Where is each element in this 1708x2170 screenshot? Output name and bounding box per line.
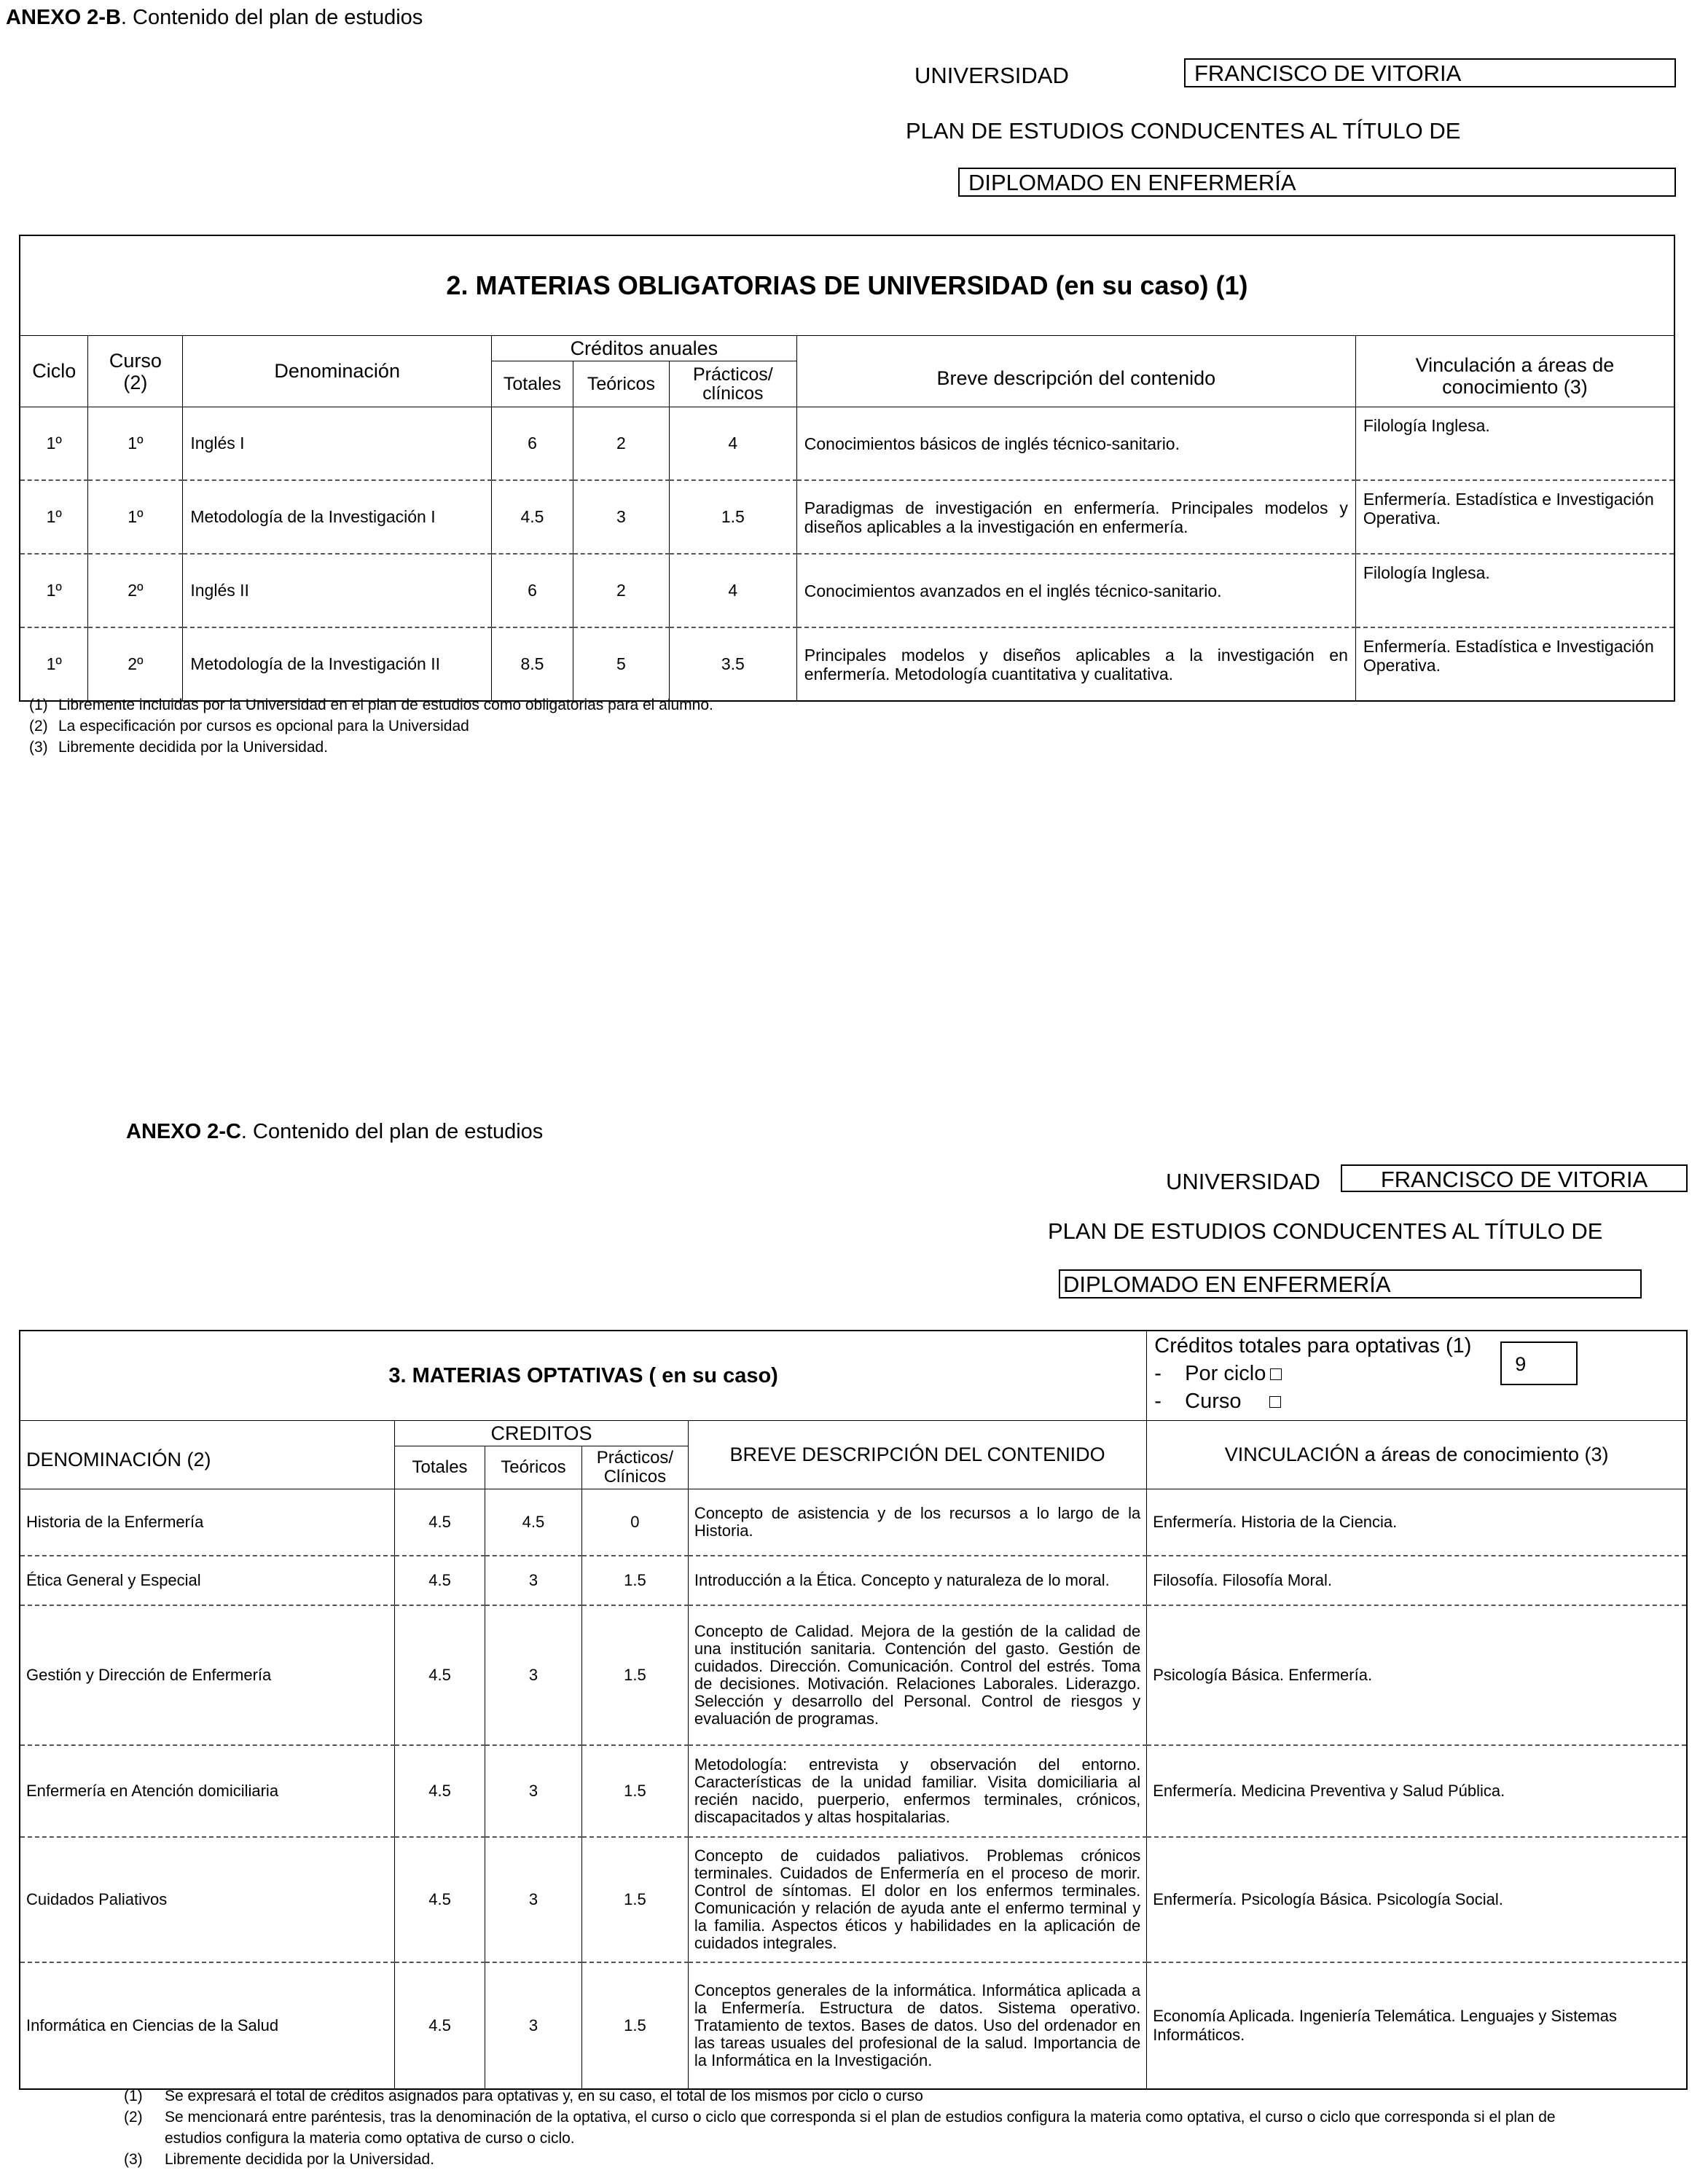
header-totales: Totales: [491, 361, 573, 407]
cell-denominacion: Enfermería en Atención domiciliaria: [20, 1745, 395, 1837]
cell-practicos: 3.5: [669, 627, 796, 701]
cell-denominacion: Metodología de la Investigación II: [183, 627, 492, 701]
annex-c-plan-label: PLAN DE ESTUDIOS CONDUCENTES AL TÍTULO DE: [1048, 1218, 1603, 1244]
cell-totales: 6: [491, 554, 573, 627]
header-practicos: Prácticos/ clínicos: [669, 361, 796, 407]
por-ciclo-line: - Por ciclo: [1154, 1360, 1685, 1387]
cell-vinculacion: Psicología Básica. Enfermería.: [1147, 1605, 1687, 1745]
table-row: [20, 627, 1674, 701]
cell-totales: 4.5: [395, 1745, 485, 1837]
cell-vinculacion: Enfermería. Estadística e Investigación Operativa.: [1355, 627, 1674, 701]
annex-b-universidad-value: FRANCISCO DE VITORIA: [1184, 58, 1676, 87]
annex-b-titulo-value: DIPLOMADO EN ENFERMERÍA: [958, 168, 1676, 197]
cell-teoricos: 3: [485, 1605, 582, 1745]
cell-ciclo: 1º: [20, 627, 88, 701]
cell-descripcion: Conocimientos básicos de inglés técnico-sanitario.: [796, 407, 1355, 481]
cell-denominacion: Ética General y Especial: [20, 1556, 395, 1605]
annex-c-universidad-label: UNIVERSIDAD: [1166, 1169, 1320, 1194]
annex-b-note: (2) La especificación por cursos es opcional para la Universidad: [29, 718, 469, 735]
header-ciclo: Ciclo: [20, 336, 88, 407]
table-row: [20, 1745, 1687, 1837]
cell-denominacion: Cuidados Paliativos: [20, 1837, 395, 1962]
annex-c-label: ANEXO 2-C. Contenido del plan de estudios: [126, 1120, 544, 1143]
table-row: [20, 480, 1674, 554]
cell-denominacion: Inglés II: [183, 554, 492, 627]
table-row: [20, 1605, 1687, 1745]
cell-descripcion: Conceptos generales de la informática. Informática aplicada a la Enfermería. Estructura de datos. Sistema operativo. Tratamiento de textos. Bases de datos. Uso del ordenador en las tareas usuales del profesional de la salud. Importancia de la Informática en la Investigación.: [688, 1962, 1146, 2089]
header-denominacion: Denominación: [183, 336, 492, 407]
cell-totales: 4.5: [395, 1962, 485, 2089]
cell-descripcion: Paradigmas de investigación en enfermería. Principales modelos y diseños aplicables a la investigación en enfermería.: [796, 480, 1355, 554]
curso-checkbox[interactable]: [1269, 1396, 1281, 1408]
cell-practicos: 1.5: [581, 1837, 688, 1962]
cell-descripcion: Concepto de Calidad. Mejora de la gestión de la calidad de una institución sanitaria. Contención del gasto. Gestión de cuidados. Dirección. Comunicación. Control del estrés. Toma de decisiones. Motivación. Relaciones Laborales. Liderazgo. Selección y desarrollo del Personal. Control de riesgos y evaluación de programas.: [688, 1605, 1146, 1745]
annex-b-universidad-label: UNIVERSIDAD: [914, 63, 1069, 88]
header-descripcion: Breve descripción del contenido: [796, 336, 1355, 407]
annex-c-table: [19, 1330, 1688, 2090]
header-creditos: Créditos anuales: [491, 336, 796, 361]
cell-vinculacion: Filosofía. Filosofía Moral.: [1147, 1556, 1687, 1605]
table-row: [20, 1962, 1687, 2089]
annex-b-notes: [29, 694, 713, 758]
cell-ciclo: 1º: [20, 407, 88, 481]
cell-practicos: 1.5: [581, 1556, 688, 1605]
cell-practicos: 0: [581, 1489, 688, 1556]
cell-teoricos: 2: [573, 407, 669, 481]
cell-teoricos: 5: [573, 627, 669, 701]
table-row: [20, 407, 1674, 481]
annex-c-titulo-value: DIPLOMADO EN ENFERMERÍA: [1059, 1269, 1642, 1299]
annex-c-notes: [124, 2085, 1615, 2170]
header-teoricos: Teóricos: [573, 361, 669, 407]
cell-teoricos: 3: [573, 480, 669, 554]
cell-denominacion: Gestión y Dirección de Enfermería: [20, 1605, 395, 1745]
cell-practicos: 1.5: [669, 480, 796, 554]
header-curso: Curso (2): [88, 336, 183, 407]
cell-ciclo: 1º: [20, 554, 88, 627]
header-vinculacion: Vinculación a áreas de conocimiento (3): [1355, 336, 1674, 407]
table-row: [20, 554, 1674, 627]
annex-b-note: (3) Libremente decidida por la Universidad.: [29, 739, 329, 756]
header-vinculacion-c: VINCULACIÓN a áreas de conocimiento (3): [1147, 1421, 1687, 1489]
table-row: [20, 1837, 1687, 1962]
cell-practicos: 4: [669, 407, 796, 481]
cell-totales: 6: [491, 407, 573, 481]
annex-c-universidad-value: FRANCISCO DE VITORIA: [1341, 1164, 1688, 1192]
cell-totales: 4.5: [491, 480, 573, 554]
annex-c-note: (2) Se mencionará entre paréntesis, tras la denominación de la optativa, el curso o ciclo que corresponda si el plan de estudios configura la materia como optativa, el curso o ciclo que corresponda si el plan de estudios configura la materia como optativa de curso o ciclo.: [124, 2109, 1556, 2147]
cell-practicos: 1.5: [581, 1745, 688, 1837]
cell-vinculacion: Filología Inglesa.: [1355, 407, 1674, 481]
cell-denominacion: Informática en Ciencias de la Salud: [20, 1962, 395, 2089]
annex-b-table: [19, 235, 1675, 702]
cell-descripcion: Conocimientos avanzados en el inglés técnico-sanitario.: [796, 554, 1355, 627]
creditos-totales-cell: [1147, 1331, 1687, 1421]
cell-vinculacion: Enfermería. Historia de la Ciencia.: [1147, 1489, 1687, 1556]
cell-practicos: 1.5: [581, 1962, 688, 2089]
cell-totales: 4.5: [395, 1837, 485, 1962]
annex-c-table-title: 3. MATERIAS OPTATIVAS ( en su caso): [20, 1331, 1147, 1421]
cell-denominacion: Inglés I: [183, 407, 492, 481]
cell-totales: 4.5: [395, 1489, 485, 1556]
cell-teoricos: 2: [573, 554, 669, 627]
cell-vinculacion: Enfermería. Psicología Básica. Psicología Social.: [1147, 1837, 1687, 1962]
cell-descripcion: Principales modelos y diseños aplicables a la investigación en enfermería. Metodología cuantitativa y cualitativa.: [796, 627, 1355, 701]
annex-c-note: (1) Se expresará el total de créditos asignados para optativas y, en su caso, el total de los mismos por ciclo o curso: [124, 2088, 923, 2104]
cell-vinculacion: Economía Aplicada. Ingeniería Telemática. Lenguajes y Sistemas Informáticos.: [1147, 1962, 1687, 2089]
cell-descripcion: Concepto de asistencia y de los recursos a lo largo de la Historia.: [688, 1489, 1146, 1556]
annex-c-note: (3) Libremente decidida por la Universidad.: [124, 2151, 435, 2168]
cell-practicos: 4: [669, 554, 796, 627]
cell-curso: 1º: [88, 407, 183, 481]
por-ciclo-checkbox[interactable]: [1270, 1368, 1282, 1380]
annex-b-plan-label: PLAN DE ESTUDIOS CONDUCENTES AL TÍTULO DE: [906, 118, 1461, 144]
cell-vinculacion: Enfermería. Estadística e Investigación Operativa.: [1355, 480, 1674, 554]
cell-denominacion: Historia de la Enfermería: [20, 1489, 395, 1556]
cell-teoricos: 4.5: [485, 1489, 582, 1556]
cell-descripcion: Metodología: entrevista y observación del entorno. Características de la unidad familiar. Visita domiciliaria al recién nacido, puerperio, enfermos terminales, crónicos, discapacitados y altas hospitalarias.: [688, 1745, 1146, 1837]
cell-totales: 4.5: [395, 1605, 485, 1745]
table-row: [20, 1489, 1687, 1556]
creditos-totales-label: Créditos totales para optativas (1): [1154, 1334, 1472, 1358]
header-practicos-c: Prácticos/ Clínicos: [581, 1446, 688, 1489]
annex-b-label: ANEXO 2-B. Contenido del plan de estudios: [6, 6, 423, 29]
cell-descripcion: Introducción a la Ética. Concepto y naturaleza de lo moral.: [688, 1556, 1146, 1605]
cell-curso: 2º: [88, 554, 183, 627]
table-row: [20, 1556, 1687, 1605]
header-descripcion-c: BREVE DESCRIPCIÓN DEL CONTENIDO: [688, 1421, 1146, 1489]
annex-b-note: (1) Libremente incluidas por la Universidad en el plan de estudios como obligatorias para el alumno.: [29, 697, 713, 713]
header-totales-c: Totales: [395, 1446, 485, 1489]
creditos-totales-value: 9: [1500, 1341, 1578, 1385]
cell-descripcion: Concepto de cuidados paliativos. Problemas crónicos terminales. Cuidados de Enfermería en el proceso de morir. Control de síntomas. El dolor en los enfermos terminales. Comunicación y relación de ayuda ante el enfermo terminal y la familia. Aspectos éticos y habilidades en la aplicación de cuidados integrales.: [688, 1837, 1146, 1962]
cell-totales: 8.5: [491, 627, 573, 701]
cell-practicos: 1.5: [581, 1605, 688, 1745]
header-denominacion-c: DENOMINACIÓN (2): [20, 1421, 395, 1489]
header-teoricos-c: Teóricos: [485, 1446, 582, 1489]
annex-b-table-title: 2. MATERIAS OBLIGATORIAS DE UNIVERSIDAD (en su caso) (1): [20, 235, 1674, 336]
header-creditos-c: CREDITOS: [395, 1421, 689, 1446]
cell-teoricos: 3: [485, 1745, 582, 1837]
cell-denominacion: Metodología de la Investigación I: [183, 480, 492, 554]
curso-line: - Curso: [1154, 1387, 1685, 1415]
cell-totales: 4.5: [395, 1556, 485, 1605]
cell-curso: 2º: [88, 627, 183, 701]
cell-vinculacion: Enfermería. Medicina Preventiva y Salud Pública.: [1147, 1745, 1687, 1837]
cell-teoricos: 3: [485, 1962, 582, 2089]
cell-teoricos: 3: [485, 1837, 582, 1962]
cell-ciclo: 1º: [20, 480, 88, 554]
cell-curso: 1º: [88, 480, 183, 554]
cell-teoricos: 3: [485, 1556, 582, 1605]
cell-vinculacion: Filología Inglesa.: [1355, 554, 1674, 627]
